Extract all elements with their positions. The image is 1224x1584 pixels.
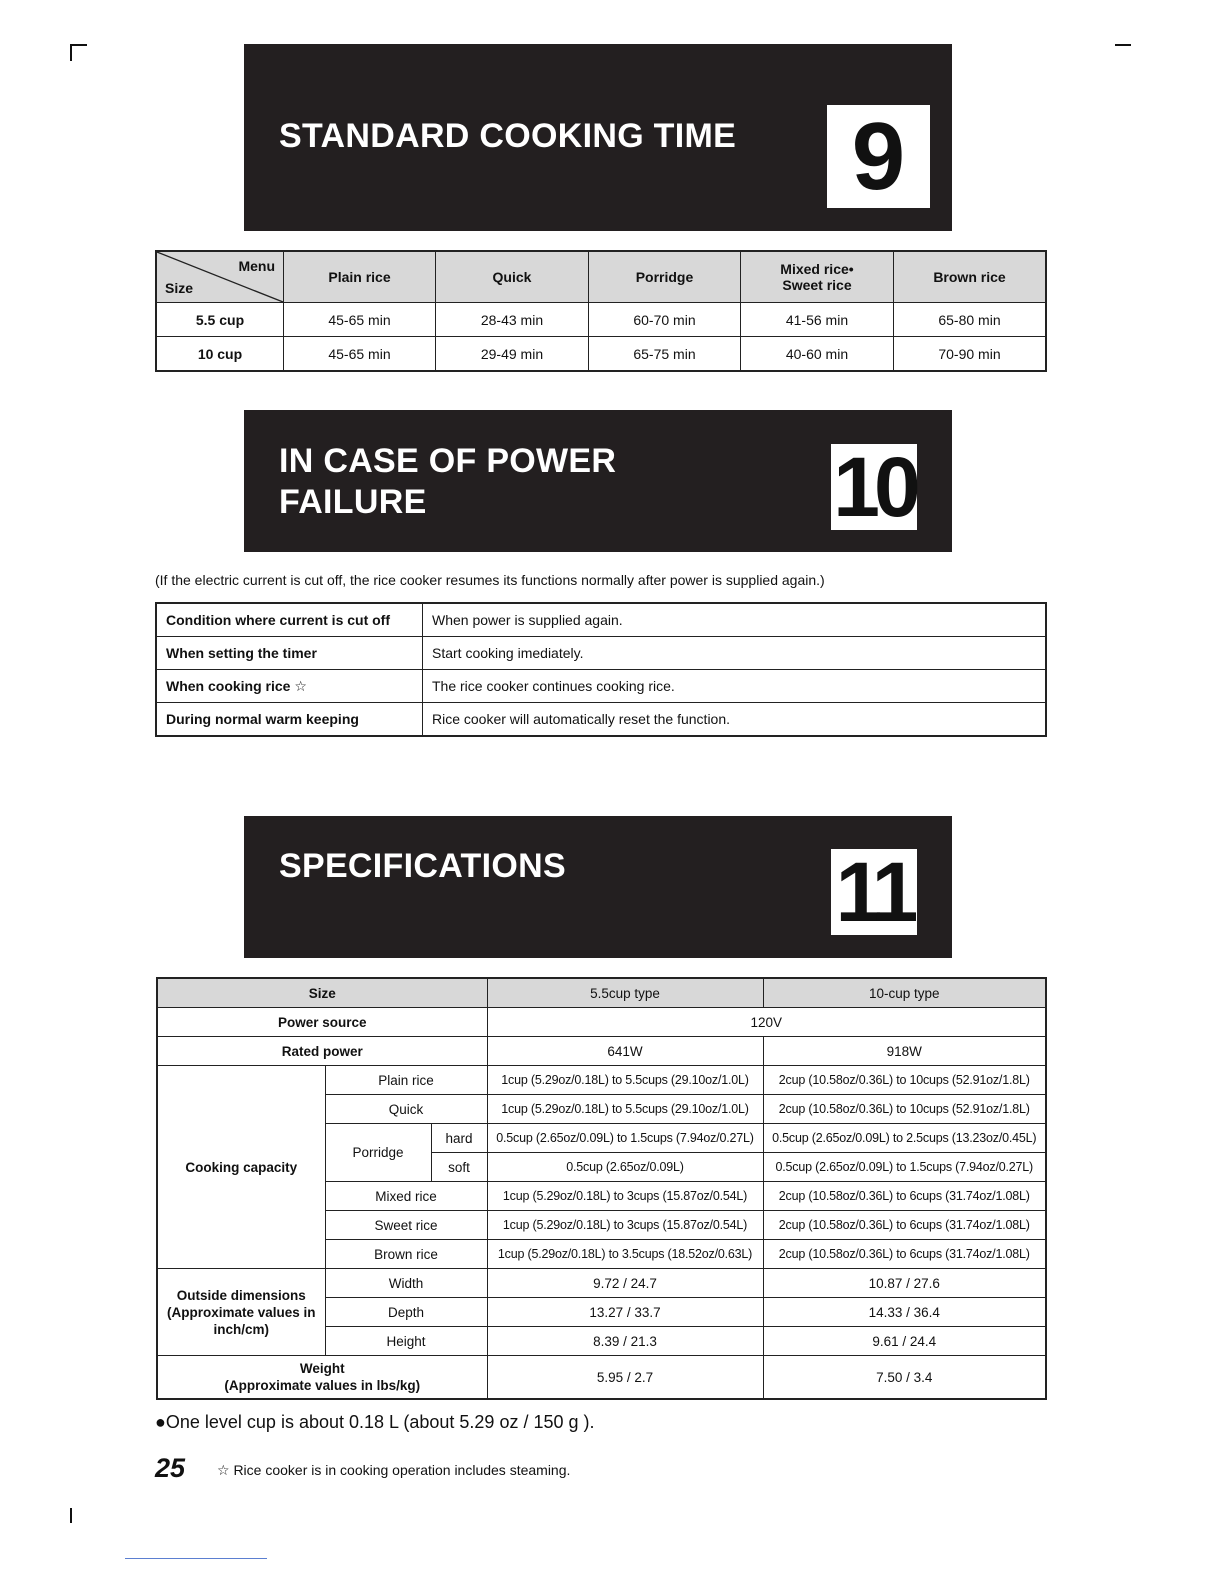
section-11-title: SPECIFICATIONS <box>279 847 566 885</box>
row-size: 10 cup <box>156 337 284 372</box>
table-cell: 13.27 / 33.7 <box>487 1298 763 1327</box>
specifications-table <box>156 977 1047 1400</box>
section-10-number: 10 <box>831 444 917 530</box>
condition-cell: Condition where current is cut off <box>156 603 423 637</box>
table-cell: 45-65 min <box>284 303 436 337</box>
crop-mark-top-left-v <box>70 44 72 61</box>
capacity-menu-label: Mixed rice <box>325 1182 487 1211</box>
section-10-title-line1: IN CASE OF POWER <box>279 442 617 480</box>
table-cell: 45-65 min <box>284 337 436 372</box>
row-size: 5.5 cup <box>156 303 284 337</box>
type1-header: 5.5cup type <box>487 978 763 1008</box>
table-row <box>156 703 1046 737</box>
menu-label: Menu <box>238 258 275 274</box>
table-cell: 9.61 / 24.4 <box>763 1327 1046 1356</box>
power-failure-note: (If the electric current is cut off, the rice cooker resumes its functions normally after power is supplied again.) <box>155 572 825 588</box>
table-cell: 918W <box>763 1037 1046 1066</box>
section-10-banner <box>244 410 952 552</box>
table-cell: 0.5cup (2.65oz/0.09L) to 2.5cups (13.23oz/0.45L) <box>763 1124 1046 1153</box>
capacity-menu-label: Sweet rice <box>325 1211 487 1240</box>
menu-size-header <box>156 251 284 303</box>
table-cell: 29-49 min <box>436 337 589 372</box>
condition-cell: During normal warm keeping <box>156 703 423 737</box>
table-row <box>157 1008 1046 1037</box>
table-row <box>156 637 1046 670</box>
weight-label-line2: (Approximate values in lbs/kg) <box>224 1378 421 1393</box>
table-cell: 70-90 min <box>894 337 1047 372</box>
cooking-time-table <box>155 250 1047 372</box>
table-header-row <box>156 251 1046 303</box>
capacity-menu-label: Quick <box>325 1095 487 1124</box>
capacity-menu-label: Plain rice <box>325 1066 487 1095</box>
power-source-value: 120V <box>487 1008 1046 1037</box>
type2-header: 10-cup type <box>763 978 1046 1008</box>
result-cell: Rice cooker will automatically reset the function. <box>423 703 1047 737</box>
section-10-title <box>279 441 616 523</box>
table-cell: 41-56 min <box>741 303 894 337</box>
result-cell: When power is supplied again. <box>423 603 1047 637</box>
table-cell: 1cup (5.29oz/0.18L) to 3.5cups (18.52oz/0.63L) <box>487 1240 763 1269</box>
capacity-menu-label: Brown rice <box>325 1240 487 1269</box>
table-cell: 2cup (10.58oz/0.36L) to 10cups (52.91oz/1.8L) <box>763 1095 1046 1124</box>
rated-power-label: Rated power <box>157 1037 487 1066</box>
table-cell: 0.5cup (2.65oz/0.09L) <box>487 1153 763 1182</box>
table-cell: 7.50 / 3.4 <box>763 1356 1046 1400</box>
col-brown-rice: Brown rice <box>894 251 1047 303</box>
col-sweet-rice-label: Sweet rice <box>782 277 852 293</box>
porridge-hard-label: hard <box>431 1124 487 1153</box>
table-cell: 65-80 min <box>894 303 1047 337</box>
table-cell: 1cup (5.29oz/0.18L) to 5.5cups (29.10oz/1.0L) <box>487 1095 763 1124</box>
footnote: ☆ Rice cooker is in cooking operation includes steaming. <box>217 1462 571 1478</box>
porridge-label: Porridge <box>325 1124 431 1182</box>
col-porridge: Porridge <box>589 251 741 303</box>
section-10-title-line2: FAILURE <box>279 483 427 521</box>
table-cell: 2cup (10.58oz/0.36L) to 10cups (52.91oz/1.8L) <box>763 1066 1046 1095</box>
table-header-row <box>157 978 1046 1008</box>
table-cell: 9.72 / 24.7 <box>487 1269 763 1298</box>
cup-size-note-text: One level cup is about 0.18 L (about 5.29 oz / 150 g ). <box>165 1412 595 1432</box>
dimensions-label-line2: (Approximate values in <box>166 1304 316 1320</box>
section-9-banner <box>244 44 952 231</box>
crop-mark-bottom-left <box>70 1508 72 1523</box>
table-row <box>156 670 1046 703</box>
condition-cell: When setting the timer <box>156 637 423 670</box>
table-cell: 2cup (10.58oz/0.36L) to 6cups (31.74oz/1.08L) <box>763 1182 1046 1211</box>
col-mixed-rice-label: Mixed rice• <box>780 261 854 277</box>
table-cell: 0.5cup (2.65oz/0.09L) to 1.5cups (7.94oz/0.27L) <box>763 1153 1046 1182</box>
table-row <box>156 337 1046 372</box>
porridge-soft-label: soft <box>431 1153 487 1182</box>
table-cell: 0.5cup (2.65oz/0.09L) to 1.5cups (7.94oz/0.27L) <box>487 1124 763 1153</box>
result-cell: The rice cooker continues cooking rice. <box>423 670 1047 703</box>
cooking-capacity-label: Cooking capacity <box>157 1066 325 1269</box>
power-failure-table <box>155 602 1047 737</box>
section-11-number: 11 <box>831 849 917 935</box>
dimensions-label-line1: Outside dimensions <box>176 1287 306 1303</box>
table-cell: 28-43 min <box>436 303 589 337</box>
table-cell: 1cup (5.29oz/0.18L) to 3cups (15.87oz/0.54L) <box>487 1182 763 1211</box>
section-11-banner <box>244 816 952 958</box>
dimensions-label-line3: inch/cm) <box>213 1321 269 1337</box>
table-cell: 60-70 min <box>589 303 741 337</box>
table-cell: 8.39 / 21.3 <box>487 1327 763 1356</box>
page-number: 25 <box>155 1453 186 1483</box>
col-plain-rice: Plain rice <box>284 251 436 303</box>
bullet-dot-icon: ● <box>155 1412 166 1432</box>
col-mixed-sweet-rice <box>741 251 894 303</box>
table-cell: 14.33 / 36.4 <box>763 1298 1046 1327</box>
size-label: Size <box>165 280 194 296</box>
table-cell: 10.87 / 27.6 <box>763 1269 1046 1298</box>
table-row <box>156 303 1046 337</box>
divider <box>125 1558 267 1559</box>
weight-label <box>157 1356 487 1400</box>
size-header: Size <box>157 978 487 1008</box>
table-row <box>157 1269 1046 1298</box>
condition-cell: When cooking rice ☆ <box>156 670 423 703</box>
table-cell: 1cup (5.29oz/0.18L) to 3cups (15.87oz/0.54L) <box>487 1211 763 1240</box>
section-9-number: 9 <box>827 105 930 208</box>
table-cell: 5.95 / 2.7 <box>487 1356 763 1400</box>
power-source-label: Power source <box>157 1008 487 1037</box>
table-cell: 2cup (10.58oz/0.36L) to 6cups (31.74oz/1.08L) <box>763 1211 1046 1240</box>
table-row <box>156 603 1046 637</box>
table-row <box>157 1356 1046 1400</box>
table-cell: 641W <box>487 1037 763 1066</box>
table-cell: 1cup (5.29oz/0.18L) to 5.5cups (29.10oz/1.0L) <box>487 1066 763 1095</box>
crop-mark-top-left-h <box>70 44 87 46</box>
table-row <box>157 1037 1046 1066</box>
dimension-height-label: Height <box>325 1327 487 1356</box>
section-9-title: STANDARD COOKING TIME <box>279 117 737 155</box>
result-cell: Start cooking imediately. <box>423 637 1047 670</box>
table-cell: 40-60 min <box>741 337 894 372</box>
weight-label-line1: Weight <box>299 1361 345 1376</box>
col-quick: Quick <box>436 251 589 303</box>
dimension-depth-label: Depth <box>325 1298 487 1327</box>
dimension-width-label: Width <box>325 1269 487 1298</box>
crop-mark-top-right <box>1115 44 1131 46</box>
table-row <box>157 1066 1046 1095</box>
table-cell: 2cup (10.58oz/0.36L) to 6cups (31.74oz/1.08L) <box>763 1240 1046 1269</box>
outside-dimensions-label <box>157 1269 325 1356</box>
table-cell: 65-75 min <box>589 337 741 372</box>
cup-size-note <box>155 1412 595 1433</box>
